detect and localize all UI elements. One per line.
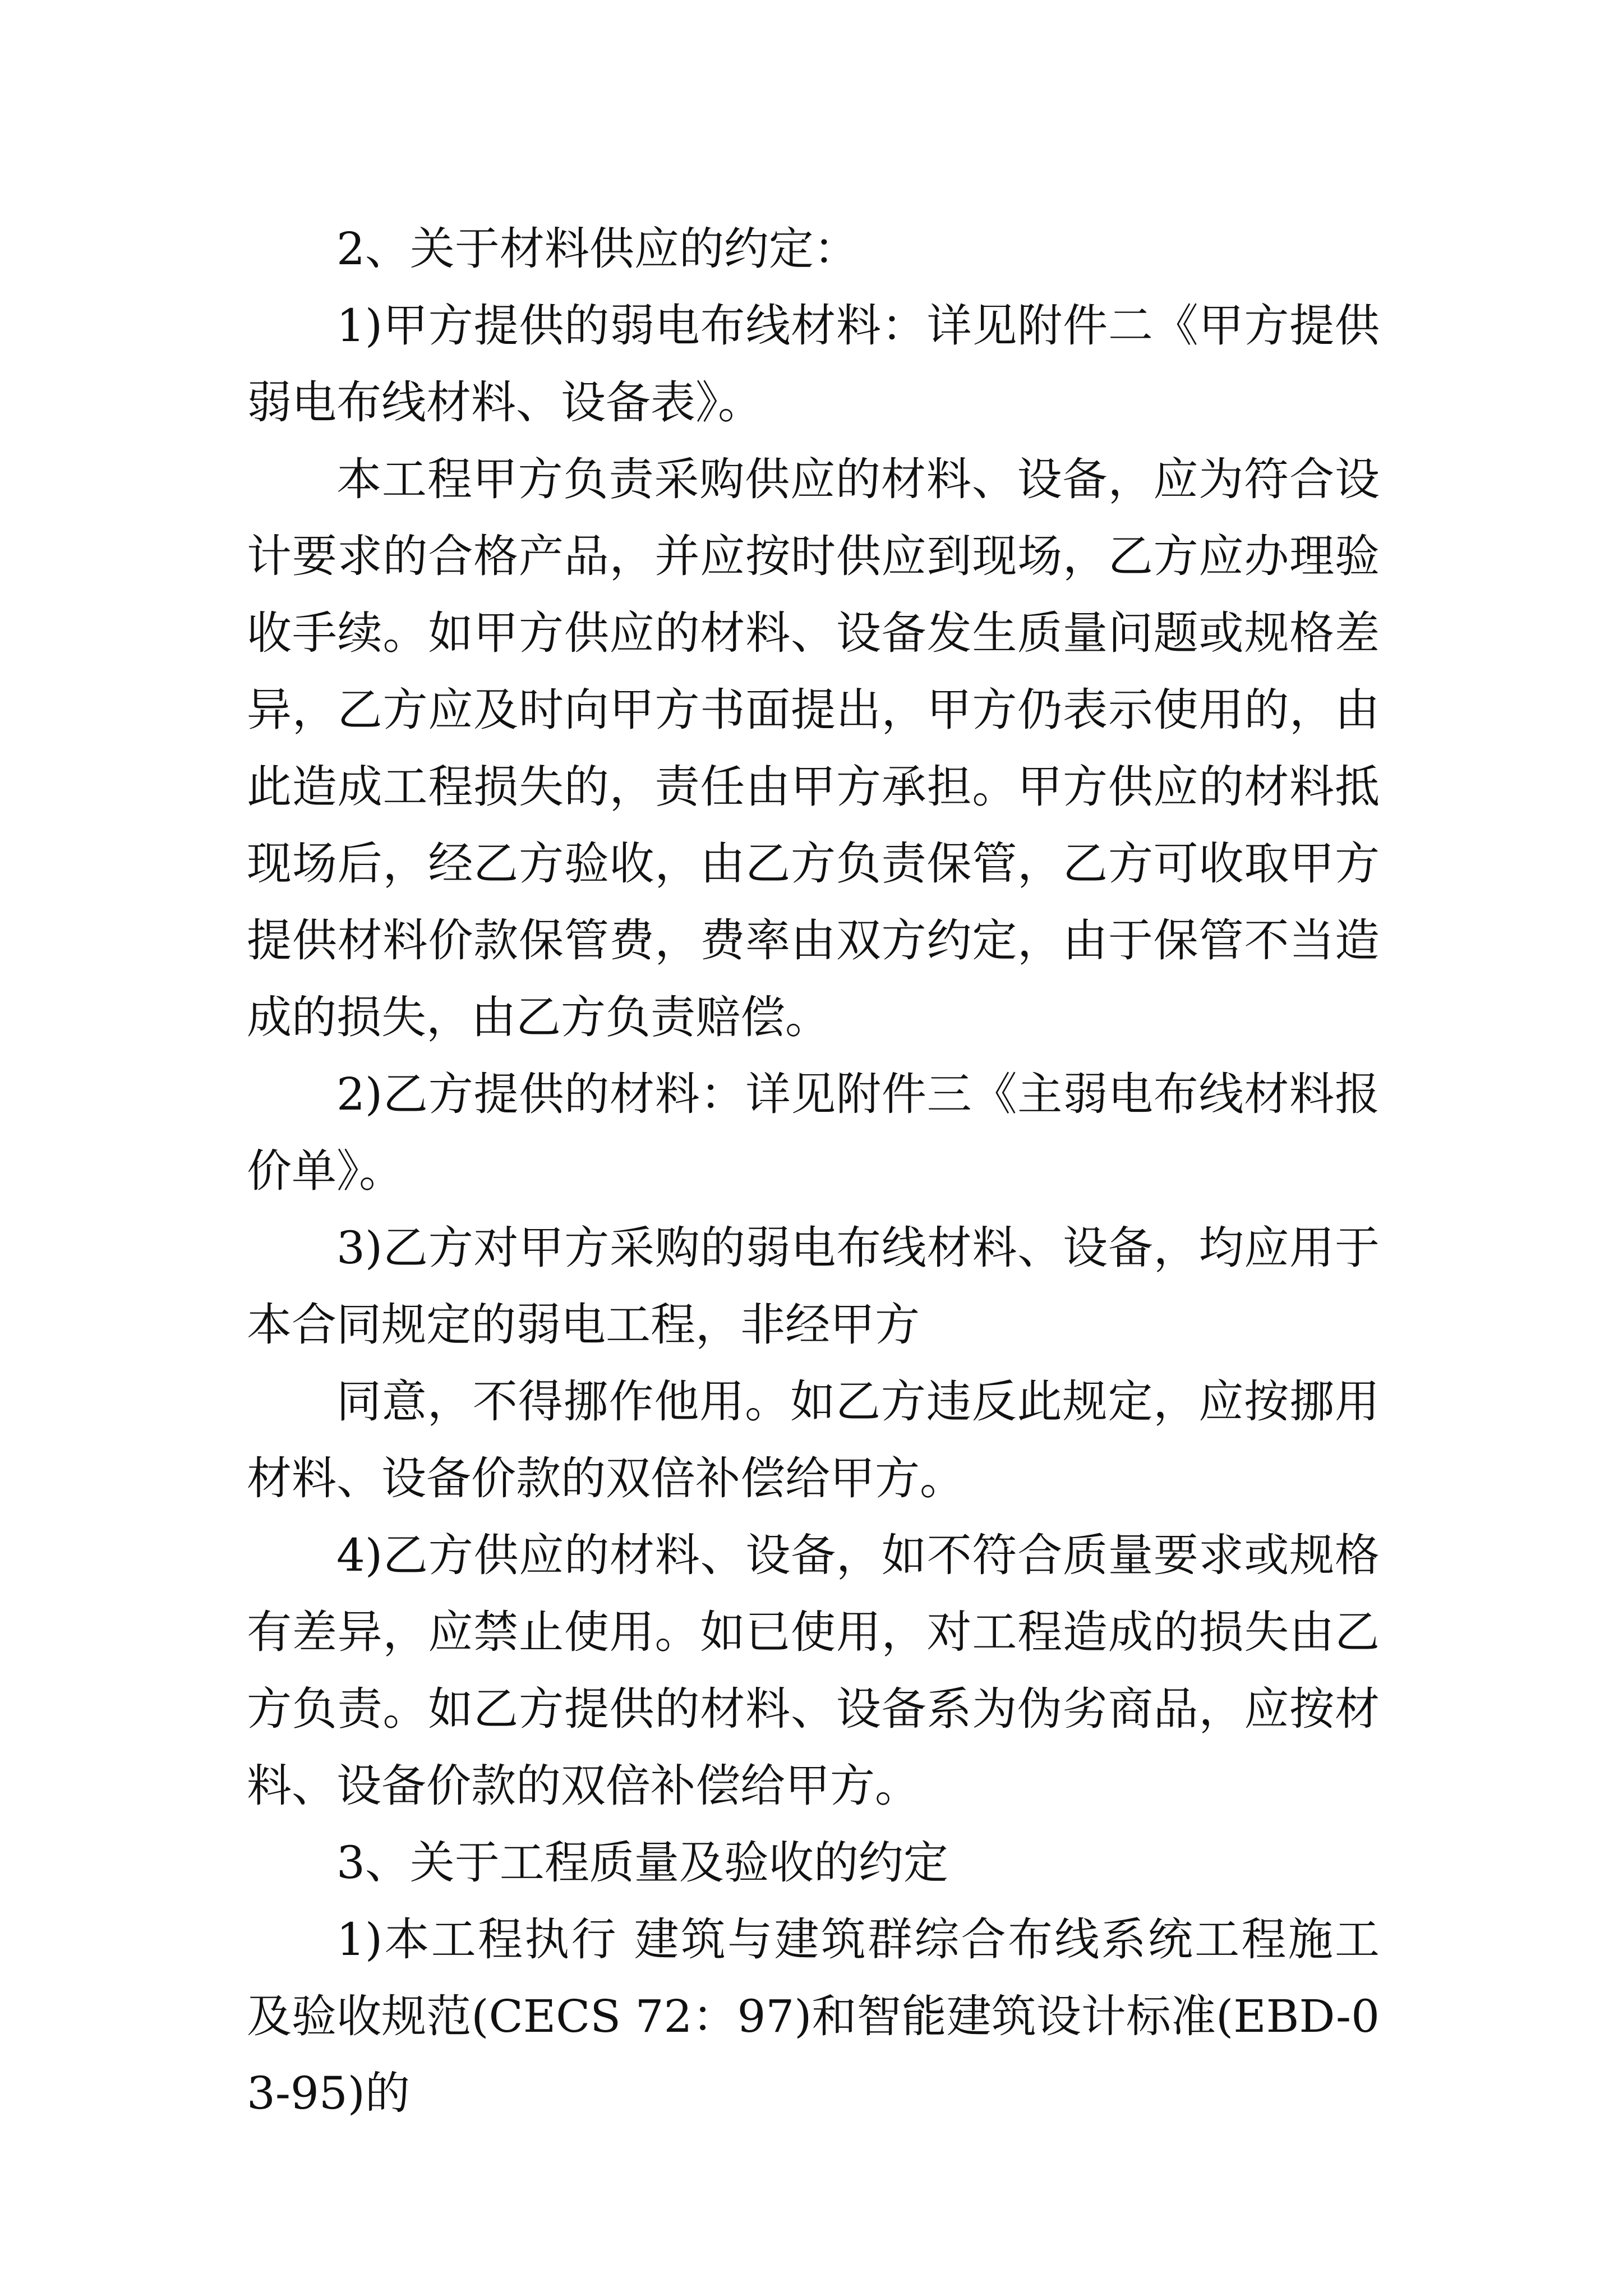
clause-2-party-b-materials: 2)乙方提供的材料：详见附件三《主弱电布线材料报价单》。: [247, 1068, 1380, 1197]
paragraph-party-a-responsibility: 本工程甲方负责采购供应的材料、设备，应为符合设计要求的合格产品，并应按时供应到现场，乙方应办理验收手续。如甲方供应的材料、设备发生质量问题或规格差异，乙方应及时向甲方书面提出，甲方仍表示使用的，由此造成工程损失的，责任由甲方承担。甲方供应的材料抵现场后，经乙方验收，由乙方负责保管，乙方可收取甲方提供材料价款保管费，费率由双方约定，由于保管不当造成的损失，由乙方负责赔偿。: [247, 453, 1380, 1043]
clause-1-standards: 1)本工程执行 建筑与建筑群综合布线系统工程施工及验收规范(CECS 72：97)和智能建筑设计标准(EBD-03-95)的: [247, 1913, 1380, 2119]
clause-1-party-a-materials: 1)甲方提供的弱电布线材料：详见附件二《甲方提供弱电布线材料、设备表》。: [247, 300, 1380, 429]
clause-4-party-b-supply-quality: 4)乙方供应的材料、设备，如不符合质量要求或规格有差异，应禁止使用。如已使用，对工程造成的损失由乙方负责。如乙方提供的材料、设备系为伪劣商品，应按材料、设备价款的双倍补偿给甲方。: [247, 1529, 1380, 1812]
paragraph-usage-continuation: 同意，不得挪作他用。如乙方违反此规定，应按挪用材料、设备价款的双倍补偿给甲方。: [247, 1375, 1380, 1504]
clause-3-material-usage: 3)乙方对甲方采购的弱电布线材料、设备，均应用于本合同规定的弱电工程，非经甲方: [247, 1222, 1380, 1351]
section-heading-material-supply: 2、关于材料供应的约定：: [336, 223, 859, 275]
document-body: [247, 210, 1380, 2132]
section-heading-quality-acceptance: 3、关于工程质量及验收的约定: [336, 1837, 948, 1889]
